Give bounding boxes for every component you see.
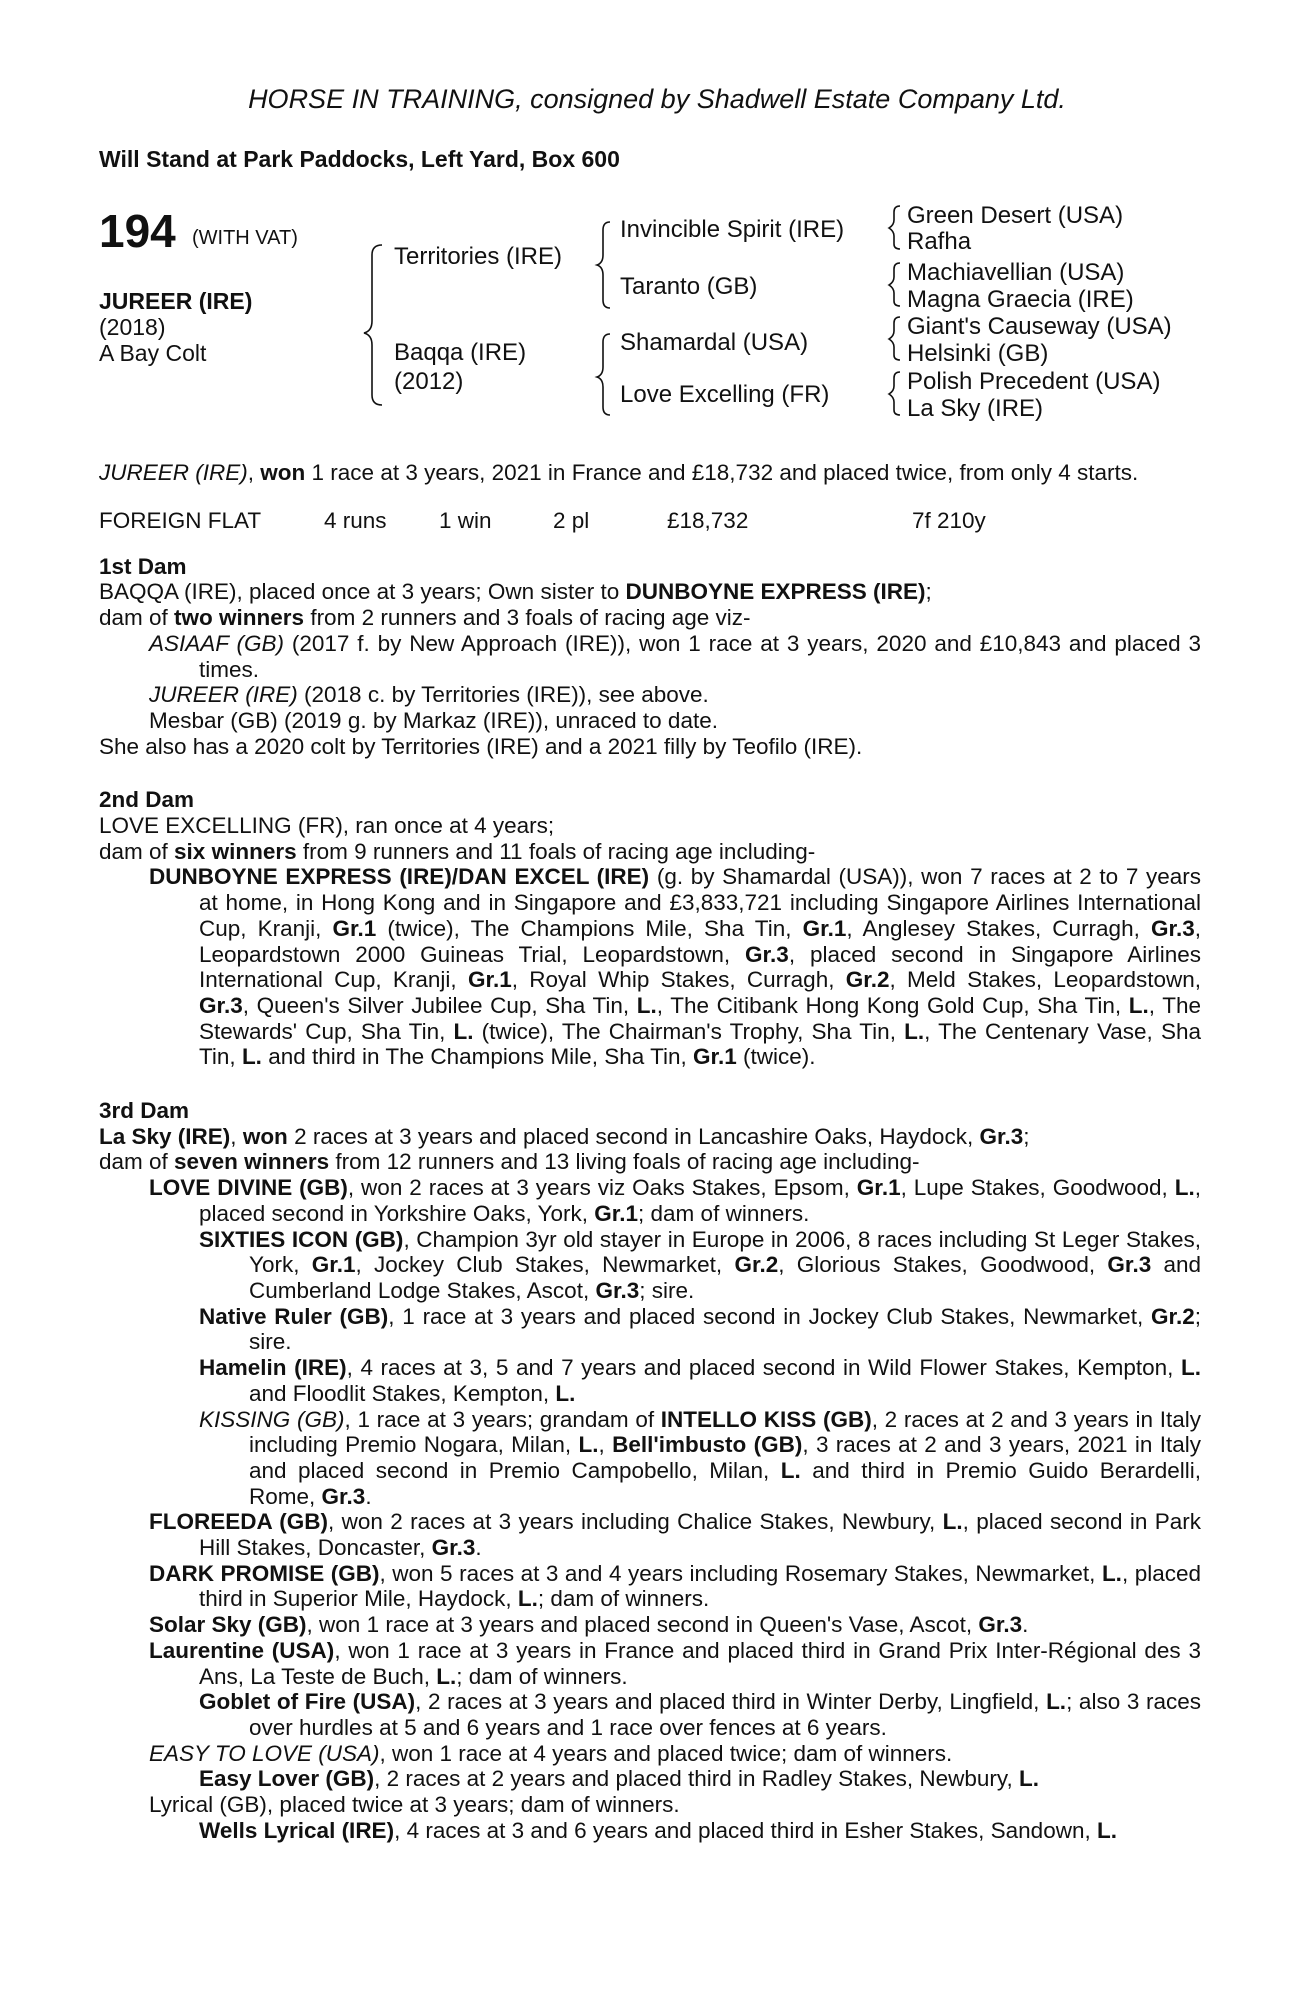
bold-text: L. [517, 1586, 538, 1612]
pedigree-entry [99, 1175, 1201, 1226]
pedigree-entry [99, 864, 1201, 1070]
ancestor: Polish Precedent (USA) [907, 368, 1161, 395]
bold-text: L. [1018, 1766, 1039, 1792]
bold-text: won [242, 1123, 288, 1149]
ancestor: Helsinki (GB) [907, 340, 1049, 367]
text-run: , won 5 races at 3 and 4 years including Rosemary Stakes, Newmarket, [379, 1560, 1102, 1586]
text-run: , 1 race at 3 years; grandam of [344, 1406, 661, 1432]
pedigree-entry [99, 631, 1201, 682]
ancestor: Green Desert (USA) [907, 202, 1124, 229]
dam: Baqqa (IRE) [394, 339, 527, 366]
text-run: 1 race at 3 years, 2021 in France and £18,732 and placed twice, from only 4 starts. [305, 460, 1139, 485]
bold-text: two winners [174, 605, 305, 631]
ancestor: Rafha [907, 228, 972, 255]
pedigree-entry [99, 1304, 1201, 1355]
text-run: , Royal Whip Stakes, Curragh, [511, 967, 846, 993]
text-run: , Leopardstown 2000 Guineas Trial, Leopardstown, [199, 915, 1201, 967]
text-run: , 2 races at 2 years and placed third in Radley Stakes, Newbury, [374, 1766, 1019, 1792]
ancestor: Machiavellian (USA) [907, 259, 1125, 286]
pedigree-entry [99, 1792, 1201, 1818]
text-run: and third in The Champions Mile, Sha Tin, [261, 1044, 693, 1070]
text-run: , won 2 races at 3 years viz Oaks Stakes, Epsom, [347, 1175, 857, 1201]
bold-text: Gr.2 [845, 967, 890, 993]
bold-text: L. [241, 1044, 262, 1070]
first-dam-section [99, 554, 1201, 760]
pedigree-entry [99, 1124, 1201, 1150]
text-run: ; dam of winners. [638, 1200, 810, 1226]
location-line: Will Stand at Park Paddocks, Left Yard, Box 600 [99, 146, 620, 172]
text-run: . [365, 1483, 372, 1509]
bold-text: Gr.1 [594, 1200, 639, 1226]
bold-text: Gr.2 [1150, 1303, 1195, 1329]
pedigree-entry [99, 813, 1201, 839]
bold-text: Bell'imbusto (GB) [612, 1432, 803, 1458]
bold-text: La Sky (IRE) [99, 1123, 231, 1149]
horse-description: A Bay Colt [99, 340, 207, 366]
text-run: from 2 runners and 3 foals of racing age viz- [304, 605, 751, 631]
text-run: ; sire. [249, 1303, 1201, 1355]
pedigree-entry [99, 1766, 1201, 1792]
page-title: HORSE IN TRAINING, consigned by Shadwell Estate Company Ltd. [248, 84, 1066, 114]
text-run: (twice). [736, 1044, 816, 1070]
pedigree-entry [99, 1509, 1201, 1560]
text-run: , 2 races at 3 years and placed third in Winter Derby, Lingfield, [415, 1689, 1047, 1715]
text-run: , Anglesey Stakes, Curragh, [846, 915, 1151, 941]
text-run: (2017 f. by New Approach (IRE)), won 1 race at 3 years, 2020 and £10,843 and placed 3 times. [199, 630, 1201, 682]
brace-icon [889, 372, 900, 415]
pedigree-entry [99, 1227, 1201, 1304]
bold-text: L. [453, 1018, 474, 1044]
text-run: , Lupe Stakes, Goodwood, [900, 1175, 1175, 1201]
text-run: and third in Premio Guido Berardelli, Rome, [249, 1457, 1201, 1509]
text-run: from 9 runners and 11 foals of racing age including- [296, 838, 816, 864]
record-runs: 4 runs [324, 507, 387, 533]
text-run: , [247, 460, 261, 485]
record-distance: 7f 210y [912, 507, 986, 533]
text-run: (2018 c. by Territories (IRE)), see above. [297, 682, 709, 708]
text-run: , placed second in Singapore Airlines International Cup, Kranji, [199, 941, 1201, 993]
bold-text: Solar Sky (GB) [149, 1612, 307, 1638]
bold-text: Hamelin (IRE) [199, 1355, 347, 1381]
pedigree-entry [99, 708, 1201, 734]
pedigree-entry [99, 605, 1201, 631]
text-run: , won 1 race at 3 years and placed second in Queen's Vase, Ascot, [306, 1612, 979, 1638]
ancestor: Magna Graecia (IRE) [907, 286, 1134, 313]
text-run: (g. by Shamardal (USA)), won 7 races at 2 to 7 years at home, in Hong Kong and in Singapore and £3,833,721 including Singapore Airlines International Cup, Kranji, [199, 864, 1201, 941]
paragraphs [99, 1124, 1201, 1844]
pedigree-entry [99, 1355, 1201, 1406]
pedigree-entry [99, 1741, 1201, 1767]
italic-text: JUREER (IRE) [99, 460, 248, 485]
pedigree-entry [99, 1407, 1201, 1510]
text-run: from 12 runners and 13 living foals of racing age including- [329, 1149, 920, 1175]
brace-icon [889, 263, 900, 306]
bold-text: L. [636, 992, 657, 1018]
pedigree-entry [99, 1818, 1201, 1844]
text-run: , 3 races at 2 and 3 years, 2021 in Italy and placed second in Premio Campobello, Milan, [249, 1432, 1202, 1483]
text-run: Lyrical (GB), placed twice at 3 years; dam of winners. [149, 1792, 680, 1818]
bold-text: SIXTIES ICON (GB) [199, 1226, 404, 1252]
bold-text: Gr.1 [311, 1252, 356, 1278]
text-run: , 4 races at 3 and 6 years and placed third in Esher Stakes, Sandown, [394, 1817, 1097, 1843]
text-run: , Jockey Club Stakes, Newmarket, [355, 1252, 735, 1278]
record-wins: 1 win [439, 507, 492, 533]
grandsire-paternal: Invincible Spirit (IRE) [620, 216, 845, 243]
text-run: ; [925, 579, 932, 605]
brace-icon [597, 222, 610, 308]
record-type: FOREIGN FLAT [99, 507, 262, 533]
brace-icon [889, 317, 900, 360]
bold-text: Goblet of Fire (USA) [199, 1689, 416, 1715]
pedigree-entry [99, 1689, 1201, 1740]
text-run: , Queen's Silver Jubilee Cup, Sha Tin, [242, 992, 637, 1018]
bold-text: L. [904, 1018, 925, 1044]
text-run: , 4 races at 3, 5 and 7 years and placed second in Wild Flower Stakes, Kempton, [346, 1355, 1181, 1381]
pedigree-entry [99, 682, 1201, 708]
text-run: . [1022, 1612, 1029, 1638]
bold-text: L. [436, 1663, 457, 1689]
bold-text: L. [1128, 992, 1149, 1018]
bold-text: Gr.1 [693, 1044, 737, 1070]
text-run: (twice), The Chairman's Trophy, Sha Tin, [473, 1018, 905, 1044]
text-run: LOVE EXCELLING (FR), ran once at 4 years; [99, 813, 555, 839]
bold-text: Gr.3 [745, 941, 789, 967]
bold-text: Gr.1 [467, 967, 512, 993]
brace-icon [364, 245, 382, 405]
text-run: ; [1023, 1123, 1030, 1149]
dam-year: (2012) [394, 368, 464, 395]
text-run: . [475, 1535, 482, 1561]
italic-text: ASIAAF (GB) [149, 630, 284, 656]
section-heading: 2nd Dam [99, 787, 195, 813]
text-run: ; dam of winners. [537, 1586, 710, 1612]
brace-icon [889, 206, 900, 249]
bold-text: LOVE DIVINE (GB) [149, 1175, 348, 1201]
record-earnings: £18,732 [667, 507, 749, 533]
text-run: ; dam of winners. [456, 1663, 628, 1689]
lot-number: 194 [99, 205, 176, 257]
bold-text: L. [780, 1457, 801, 1483]
section-heading: 3rd Dam [99, 1098, 190, 1124]
bold-text: Easy Lover (GB) [199, 1766, 375, 1792]
grandsire-maternal: Shamardal (USA) [620, 329, 809, 356]
bold-text: Gr.3 [979, 1123, 1024, 1149]
bold-text: L. [1174, 1175, 1195, 1201]
text-run: , 2 races at 2 and 3 years in Italy including Premio Nogara, Milan, [249, 1406, 1201, 1458]
section-heading: 1st Dam [99, 553, 187, 579]
text-run: dam of [99, 605, 175, 631]
paragraphs [99, 813, 1201, 1070]
bold-text: DUNBOYNE EXPRESS (IRE) [625, 579, 926, 605]
bold-text: Gr.1 [802, 915, 847, 941]
bold-text: L. [942, 1509, 963, 1535]
text-run: , Meld Stakes, Leopardstown, [889, 967, 1201, 993]
bold-text: won [260, 460, 306, 485]
pedigree-entry [99, 1149, 1201, 1175]
text-run: ; also 3 races over hurdles at 5 and 6 years and 1 race over fences at 6 years. [249, 1689, 1201, 1740]
text-run: , [598, 1432, 613, 1458]
bold-text: Native Ruler (GB) [199, 1303, 389, 1329]
text-run: , placed second in Yorkshire Oaks, York, [199, 1175, 1201, 1226]
italic-text: EASY TO LOVE (USA) [149, 1740, 380, 1766]
horse-year: (2018) [99, 314, 166, 340]
bold-text: L. [1096, 1817, 1117, 1843]
bold-text: Wells Lyrical (IRE) [199, 1817, 395, 1843]
text-run: , The Citibank Hong Kong Gold Cup, Sha Tin, [656, 992, 1129, 1018]
race-summary [99, 460, 1201, 486]
italic-text: KISSING (GB) [199, 1406, 345, 1432]
bold-text: Gr.3 [1107, 1252, 1152, 1278]
bold-text: INTELLO KISS (GB) [660, 1406, 872, 1432]
sire: Territories (IRE) [394, 243, 563, 270]
bold-text: Gr.3 [321, 1483, 366, 1509]
text-run: She also has a 2020 colt by Territories (IRE) and a 2021 filly by Teofilo (IRE). [99, 733, 863, 759]
pedigree-entry [99, 579, 1201, 605]
pedigree-entry [99, 839, 1201, 865]
granddam-maternal: Love Excelling (FR) [620, 381, 830, 408]
race-record [99, 508, 1201, 534]
text-run: , won 1 race at 4 years and placed twice; dam of winners. [379, 1740, 953, 1766]
record-placed: 2 pl [553, 507, 590, 533]
pedigree-entry [99, 734, 1201, 760]
text-run: , The Stewards' Cup, Sha Tin, [199, 992, 1201, 1044]
bold-text: six winners [174, 838, 297, 864]
text-run: , The Centenary Vase, Sha Tin, [199, 1018, 1201, 1070]
text-run: , 1 race at 3 years and placed second in Jockey Club Stakes, Newmarket, [388, 1303, 1151, 1329]
third-dam-section [99, 1098, 1201, 1843]
bold-text: DUNBOYNE EXPRESS (IRE)/DAN EXCEL (IRE) [149, 864, 650, 890]
text-run: , placed third in Superior Mile, Haydock, [199, 1560, 1201, 1612]
granddam-paternal: Taranto (GB) [620, 273, 758, 300]
bold-text: Gr.3 [595, 1277, 640, 1303]
text-run: dam of [99, 1149, 175, 1175]
bold-text: DARK PROMISE (GB) [149, 1560, 380, 1586]
text-run: ; sire. [639, 1277, 695, 1303]
text-run: , won 2 races at 3 years including Chalice Stakes, Newbury, [328, 1509, 943, 1535]
vat-note: (WITH VAT) [192, 227, 298, 249]
bold-text: Gr.3 [978, 1612, 1023, 1638]
pedigree-entry [99, 1638, 1201, 1689]
text-run: dam of [99, 838, 175, 864]
text-run: and Cumberland Lodge Stakes, Ascot, [249, 1252, 1202, 1303]
catalogue-body [99, 460, 1201, 1843]
brace-icon [597, 334, 610, 415]
text-run: and Floodlit Stakes, Kempton, [249, 1380, 556, 1406]
text-run: , Champion 3yr old stayer in Europe in 2006, 8 races including St Leger Stakes, York, [249, 1226, 1202, 1278]
bold-text: seven winners [174, 1149, 330, 1175]
paragraphs [99, 579, 1201, 759]
text-run: , [230, 1123, 243, 1149]
ancestor: Giant's Causeway (USA) [907, 313, 1172, 340]
bold-text: Gr.3 [199, 992, 243, 1018]
bold-text: Gr.3 [1150, 915, 1195, 941]
italic-text: JUREER (IRE) [149, 682, 298, 708]
ancestor: La Sky (IRE) [907, 395, 1044, 422]
text-run: BAQQA (IRE), placed once at 3 years; Own sister to [99, 579, 626, 605]
bold-text: L. [1101, 1560, 1122, 1586]
text-run: , won 1 race at 3 years in France and placed third in Grand Prix Inter-Régional des 3 Ans, La Teste de Buch, [199, 1637, 1201, 1689]
bold-text: L. [1046, 1689, 1067, 1715]
text-run: , placed second in Park Hill Stakes, Doncaster, [199, 1509, 1202, 1561]
bold-text: Gr.3 [431, 1535, 476, 1561]
bold-text: Laurentine (USA) [149, 1637, 335, 1663]
pedigree-entry [99, 1561, 1201, 1612]
bold-text: L. [578, 1432, 599, 1458]
bold-text: Gr.1 [856, 1175, 901, 1201]
bold-text: Gr.1 [332, 915, 377, 941]
second-dam-section [99, 787, 1201, 1070]
bold-text: Gr.2 [734, 1252, 779, 1278]
text-run: Mesbar (GB) (2019 g. by Markaz (IRE)), unraced to date. [149, 707, 718, 733]
text-run: 2 races at 3 years and placed second in Lancashire Oaks, Haydock, [287, 1123, 980, 1149]
bold-text: FLOREEDA (GB) [149, 1509, 329, 1535]
text-run: , Glorious Stakes, Goodwood, [778, 1252, 1108, 1278]
bold-text: L. [1181, 1355, 1201, 1381]
pedigree-entry [99, 1612, 1201, 1638]
text-run: (twice), The Champions Mile, Sha Tin, [376, 915, 803, 941]
bold-text: L. [555, 1380, 576, 1406]
horse-name: JUREER (IRE) [99, 288, 253, 314]
